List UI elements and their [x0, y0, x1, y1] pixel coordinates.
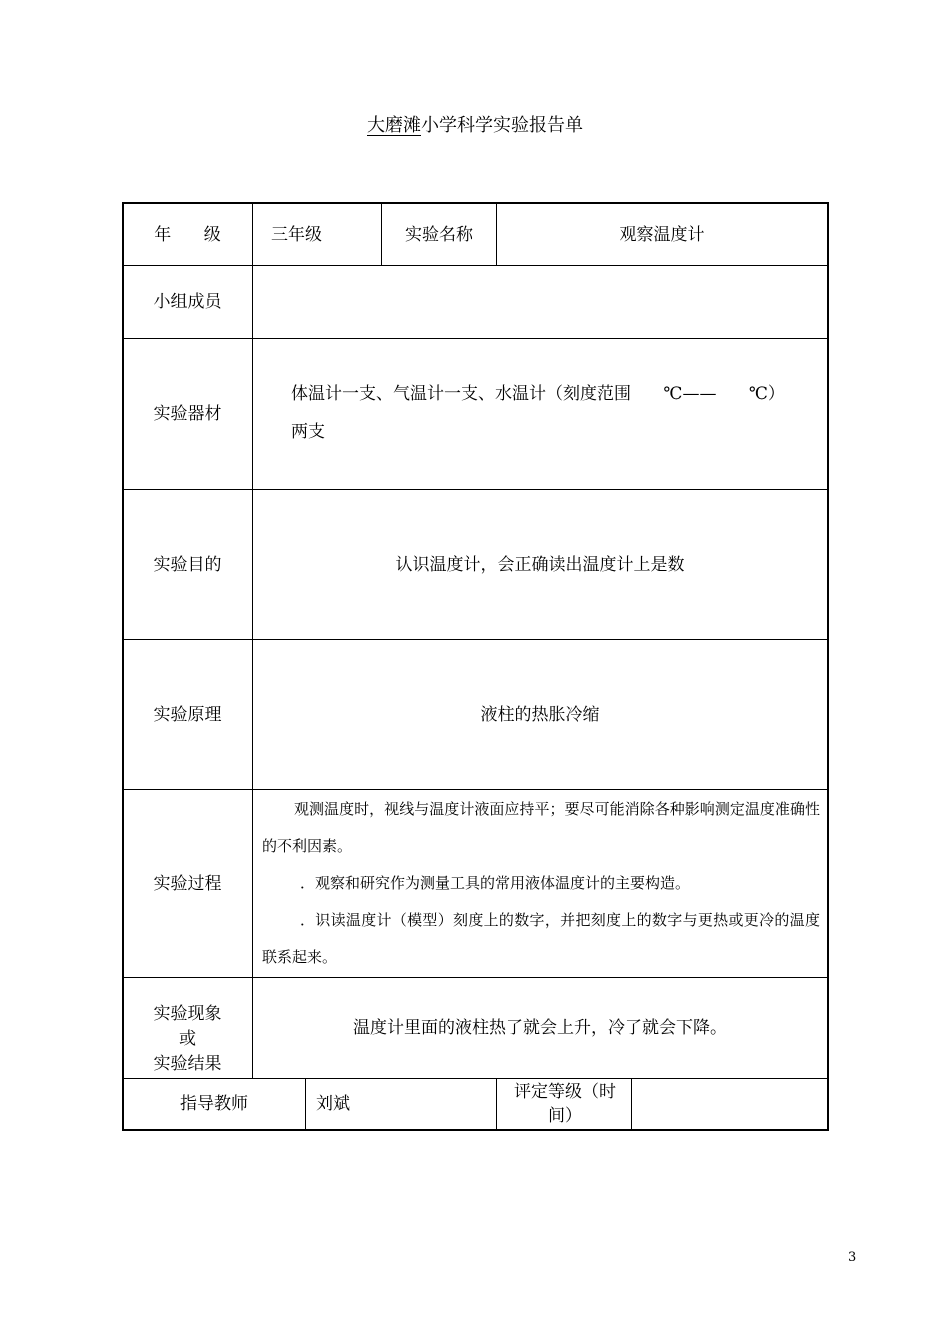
result-label-line-2: 或: [179, 1028, 196, 1049]
experiment-name-value: 观察温度计: [619, 224, 705, 245]
result-label-line-1: 实验现象: [153, 1003, 222, 1024]
purpose-label: 实验目的: [153, 554, 222, 575]
result-label-line-3: 实验结果: [153, 1053, 222, 1074]
process-value: [262, 791, 820, 976]
equipment-label: 实验器材: [153, 404, 222, 424]
principle-value: 液柱的热胀冷缩: [480, 704, 600, 725]
school-name: 大磨滩: [367, 115, 421, 136]
members-value: [253, 266, 827, 338]
experiment-name-label: 实验名称: [405, 224, 473, 245]
column-divider: [496, 1078, 497, 1130]
title-rest: 小学科学实验报告单: [421, 115, 583, 136]
page-number: 3: [848, 1250, 857, 1265]
equipment-line-2: 两支: [291, 422, 325, 442]
teacher-label: 指导教师: [180, 1094, 248, 1114]
process-paragraph-2: ．观察和研究作为测量工具的常用液体温度计的主要构造。: [300, 874, 691, 892]
process-paragraph-3: ．识读温度计（模型）刻度上的数字，并把刻度上的数字与更热或更冷的温度联系起来。: [262, 911, 820, 966]
equipment-line-1: 体温计一支、气温计一支、水温计（刻度范围 ℃—— ℃）: [291, 384, 785, 404]
result-label: [123, 1000, 252, 1078]
process-paragraph-1: 观测温度时，视线与温度计液面应持平；要尽可能消除各种影响测定温度准确性的不利因素。: [262, 800, 820, 855]
purpose-value: 认识温度计，会正确读出温度计上是数: [395, 554, 685, 575]
grade-label: 年 级: [154, 224, 221, 245]
members-label: 小组成员: [153, 292, 222, 312]
result-value: 温度计里面的液柱热了就会上升，冷了就会下降。: [353, 1018, 727, 1038]
rating-label: 评定等级（时间）: [514, 1082, 616, 1126]
column-divider: [305, 1078, 306, 1130]
table-border-right: [827, 202, 829, 1131]
principle-label: 实验原理: [153, 704, 222, 725]
rating-value: [632, 1079, 827, 1129]
report-title: [0, 113, 950, 139]
process-label: 实验过程: [153, 873, 222, 894]
teacher-value: 刘斌: [316, 1094, 350, 1114]
table-border-bottom: [122, 1129, 829, 1131]
equipment-value: [291, 375, 821, 451]
grade-value: 三年级: [271, 224, 322, 245]
